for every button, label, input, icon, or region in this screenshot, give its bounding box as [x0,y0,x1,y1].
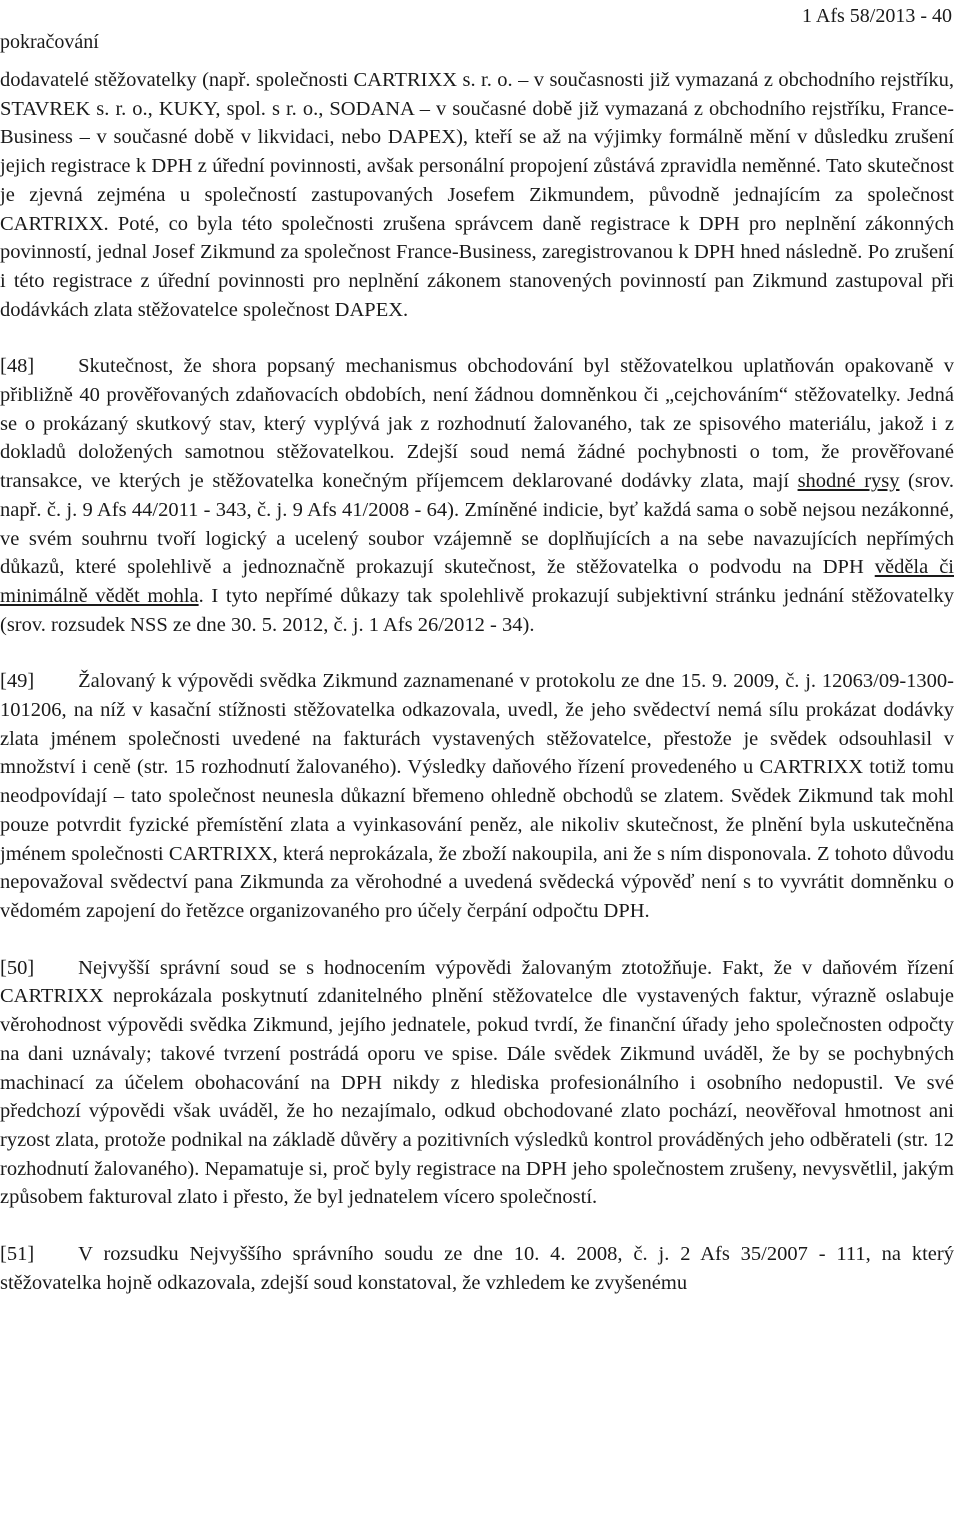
paragraph-text: V rozsudku Nejvyššího správního soudu ze dne 10. 4. 2008, č. j. 2 Afs 35/2007 - 111, na který stěžovatelka hojně odkazovala, zdejší soud konstatoval, že vzhledem ke zvyšenému [0,1243,954,1294]
underlined-phrase: shodné rysy [797,470,900,493]
paragraph-number: [49] [0,670,35,693]
paragraph-text: . I tyto nepřímé důkazy tak spolehlivě prokazují subjektivní stránku jednání stěžovatelky (srov. rozsudek NSS ze dne 30. 5. 2012, č. j. 1 Afs 26/2012 - 34). [0,584,955,636]
paragraph-continued [0,66,954,324]
paragraph-51 [0,1240,954,1297]
paragraph-48 [0,352,954,639]
paragraph-text: Skutečnost, že shora popsaný mechanismus obchodování byl stěžovatelkou uplatňován opakovaně v přibližně 40 prověřovaných zdaňovacích obdobích, není žádnou domněnkou či „cejchováním“ stěžovatelky. Jedná se o prokázaný skutkový stav, který vyplývá jak z rozhodnutí žalovaného, tak ze spisového materiálu, jakož i z dokladů doložených samotnou stěžovatelkou. Zdejší soud nemá žádné pochybnosti o tom, že prověřované transakce, ve kterých je stěžovatelka konečným příjemcem deklarované dodávky zlata, mají [0,355,954,493]
case-number: 1 Afs 58/2013 - 40 [802,5,952,27]
paragraph-50 [0,954,954,1212]
paragraph-number: [50] [0,956,35,979]
paragraph-49 [0,667,954,925]
paragraph-number: [48] [0,355,35,378]
paragraph-text: Nejvyšší správní soud se s hodnocením výpovědi žalovaným ztotožňuje. Fakt, že v daňovém řízení CARTRIXX neprokázala poskytnutí zdanitelného plnění stěžovatelce dle vystavených faktur, výrazně oslabuje věrohodnost výpovědi svědka Zikmund, jejího jednatele, pokud tvrdí, že finanční úřady jeho společnosten odpočty na dani uznávaly; takové tvrzení postrádá oporu ve spise. Dále svědek Zikmund uváděl, že by se pochybných machinací za účelem obohacování na DPH nikdy z hlediska profesionálního i osobního nedopustil. Ve své předchozí výpovědi však uváděl, že ho nezajímalo, odkud obchodované zlato pochází, neověřoval hmotnost ani ryzost zlata, protože podnikal na základě důvěry a pozitivních výsledků kontrol prováděných jeho odběrateli (str. 12 rozhodnutí žalovaného). Nepamatuje si, proč byly registrace na DPH jeho společnostem zrušeny, nevysvětlil, jakým způsobem fakturoval zlato i přesto, že byl jednatelem vícero společností. [0,956,954,1209]
paragraph-text: dodavatelé stěžovatelky (např. společnosti CARTRIXX s. r. o. – v současnosti již vymazaná z obchodního rejstříku, STAVREK s. r. o., KUKY, spol. s r. o., SODANA – v současné době již vymazaná z obchodního rejstříku, France-Business – v současné době v likvidaci, nebo DAPEX), kteří se až na výjimky formálně mění v důsledku zrušení jejich registrace k DPH z úřední povinnosti, avšak personální propojení zůstává zpravidla neměnné. Tato skutečnost je zjevná zejména u společností zastupovaných Josefem Zikmundem, původně jednajícím za společnost CARTRIXX. Poté, co byla této společnosti zrušena správcem daně registrace k DPH pro neplnění zákonných povinností, jednal Josef Zikmund za společnost France-Business, zaregistrovanou k DPH hned následně. Po zrušení i této registrace z úřední povinnosti pro neplnění zákonem stanovených povinností pan Zikmund zastupoval při dodávkách zlata stěžovatelce společnost DAPEX. [0,69,954,321]
document-body [0,66,954,1297]
underlined-phrase: věděla či minimálně vědět mohla [0,556,954,607]
paragraph-number: [51] [0,1243,35,1266]
paragraph-text: (srov. např. č. j. 9 Afs 44/2011 - 343, č. j. 9 Afs 41/2008 - 64). Zmíněné indicie, byť každá sama o sobě nejsou nezákonné, ve svém souhrnu tvoří logický a ucelený soubor vzájemně se doplňujících a na sebe navazujících nepřímých důkazů, které spolehlivě a jednoznačně prokazují skutečnost, že stěžovatelka o podvodu na DPH [0,470,954,579]
continuation-label: pokračování [0,31,99,53]
paragraph-text: Žalovaný k výpovědi svědka Zikmund zaznamenané v protokolu ze dne 15. 9. 2009, č. j. 12063/09-1300-101206, na níž v kasační stížnosti stěžovatelka odkazovala, uvedl, že jeho svědectví nemá sílu prokázat dodávky zlata jménem společnosti uvedené na fakturách vystavených stěžovatelce, přestože je svědek odsouhlasil v množství i ceně (str. 15 rozhodnutí žalovaného). Výsledky daňového řízení provedeného u CARTRIXX totiž tomu neodpovídají – tato společnost neunesla důkazní břemeno ohledně obchodů se zlatem. Svědek Zikmund tak mohl pouze potvrdit fyzické přemístění zlata a vyinkasování peněz, ale nikoliv skutečnost, že plnění byla uskutečněna jménem společnosti CARTRIXX, která neprokázala, že zboží nakoupila, ani že s ním disponovala. Z tohoto důvodu nepovažoval svědectví pana Zikmunda za věrohodné a uvedená svědecká výpověď není s to vyvrátit domněnku o vědomém zapojení do řetězce organizovaného pro účely čerpání odpočtu DPH. [0,670,954,922]
